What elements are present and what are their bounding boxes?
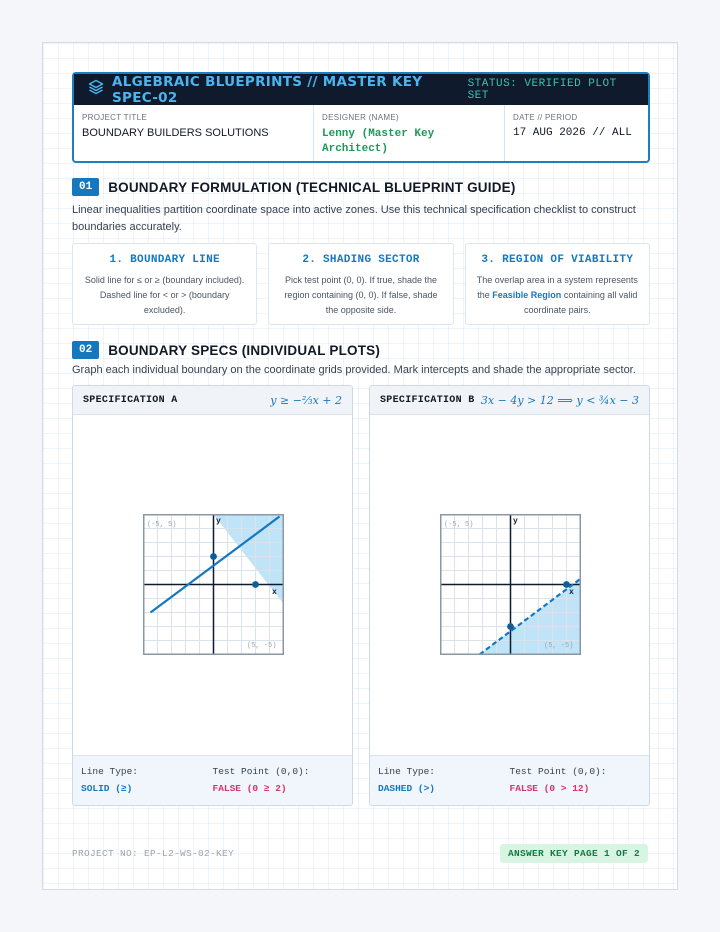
x-axis-label: x bbox=[272, 588, 277, 597]
spec-a-equation: y ≥ −⅔x + 2 bbox=[270, 393, 342, 407]
date-label: DATE // PERIOD bbox=[513, 113, 578, 122]
spec-a-y-intercept-point[interactable] bbox=[210, 553, 217, 560]
spec-a-x-intercept-point[interactable] bbox=[252, 581, 259, 588]
x-axis-label: x bbox=[569, 588, 574, 597]
project-title-label: PROJECT TITLE bbox=[82, 113, 147, 122]
section-1-text: Linear inequalities partition coordinate space into active zones. Use this technical specification checklist to construct boundaries accurately. bbox=[72, 204, 636, 233]
test-point-value: FALSE (0 ≥ 2) bbox=[212, 783, 287, 794]
designer-field[interactable] bbox=[314, 105, 505, 161]
step-body: The overlap area in a system represents the Feasible Region containing all valid coordinate pairs. bbox=[476, 275, 638, 315]
section-1-heading bbox=[72, 178, 650, 196]
step-title: 3. REGION OF VIABILITY bbox=[481, 254, 634, 266]
section-2-text: Graph each individual boundary on the coordinate grids provided. Mark intercepts and shade the appropriate sector. bbox=[72, 364, 636, 376]
designer-value: Lenny (Master Key Architect) bbox=[322, 128, 435, 155]
step-body: Solid line for ≤ or ≥ (boundary included). Dashed line for < or > (boundary excluded). bbox=[84, 275, 245, 315]
spec-b-panel bbox=[369, 385, 650, 806]
project-title-field[interactable] bbox=[74, 105, 314, 161]
project-title-value: BOUNDARY BUILDERS SOLUTIONS bbox=[82, 127, 269, 139]
date-field[interactable] bbox=[505, 105, 648, 161]
step-title: 2. SHADING SECTOR bbox=[302, 254, 420, 266]
spec-b-coordinate-grid[interactable] bbox=[440, 514, 581, 655]
line-type-value: SOLID (≥) bbox=[81, 783, 133, 794]
page-footer bbox=[72, 844, 648, 863]
worksheet-page bbox=[42, 42, 678, 890]
line-type-label: Line Type: bbox=[378, 766, 436, 777]
spec-a-footer bbox=[73, 755, 352, 805]
project-number: PROJECT NO: EP-L2-WS-02-KEY bbox=[72, 848, 235, 859]
y-axis-label: y bbox=[216, 517, 221, 526]
corner-label-top-left: (-5, 5) bbox=[147, 521, 177, 529]
date-value: 17 AUG 2026 // ALL bbox=[513, 127, 632, 139]
section-1-number: 01 bbox=[72, 178, 99, 196]
page-indicator-badge: ANSWER KEY PAGE 1 OF 2 bbox=[500, 844, 648, 863]
spec-panels bbox=[72, 385, 650, 806]
corner-label-bottom-right: (5, -5) bbox=[544, 642, 574, 650]
step-card-boundary-line bbox=[72, 243, 257, 325]
section-2-heading bbox=[72, 341, 650, 359]
corner-label-top-left: (-5, 5) bbox=[444, 521, 474, 529]
spec-a-coordinate-grid[interactable] bbox=[143, 514, 284, 655]
spec-b-label: SPECIFICATION B bbox=[380, 394, 475, 406]
step-body: Pick test point (0, 0). If true, shade the region containing (0, 0). If false, shade the opposite side. bbox=[284, 275, 438, 315]
step-card-shading-sector bbox=[268, 243, 453, 325]
feasible-region-term: Feasible Region bbox=[492, 290, 562, 300]
designer-label: DESIGNER (NAME) bbox=[322, 113, 399, 122]
meta-row bbox=[74, 105, 648, 161]
layers-icon bbox=[88, 79, 104, 100]
header-bar bbox=[74, 74, 648, 105]
spec-b-x-intercept-point[interactable] bbox=[563, 581, 570, 588]
spec-b-footer bbox=[370, 755, 649, 805]
test-point-label: Test Point (0,0): bbox=[212, 766, 310, 777]
spec-a-label: SPECIFICATION A bbox=[83, 394, 178, 406]
line-type-value: DASHED (>) bbox=[378, 783, 436, 794]
step-card-region-of-viability bbox=[465, 243, 650, 325]
spec-b-plot-area[interactable] bbox=[370, 415, 649, 757]
test-point-label: Test Point (0,0): bbox=[509, 766, 607, 777]
section-2-number: 02 bbox=[72, 341, 99, 359]
status-badge: STATUS: VERIFIED PLOT SET bbox=[467, 77, 617, 102]
spec-b-header bbox=[370, 386, 649, 415]
spec-a-header bbox=[73, 386, 352, 415]
step-cards bbox=[72, 243, 650, 325]
section-1-title: BOUNDARY FORMULATION (TECHNICAL BLUEPRINT GUIDE) bbox=[108, 179, 516, 195]
spec-a-plot-area[interactable] bbox=[73, 415, 352, 757]
section-2-title: BOUNDARY SPECS (INDIVIDUAL PLOTS) bbox=[108, 342, 381, 358]
header-title: ALGEBRAIC BLUEPRINTS // MASTER KEY SPEC-02 bbox=[112, 73, 423, 106]
header-box bbox=[72, 72, 650, 163]
y-axis-label: y bbox=[513, 517, 518, 526]
spec-a-panel bbox=[72, 385, 353, 806]
line-type-label: Line Type: bbox=[81, 766, 139, 777]
spec-b-equation: 3x − 4y > 12 ⟹ y < ¾x − 3 bbox=[480, 393, 639, 407]
step-title: 1. BOUNDARY LINE bbox=[109, 254, 220, 266]
corner-label-bottom-right: (5, -5) bbox=[247, 642, 277, 650]
test-point-value: FALSE (0 > 12) bbox=[509, 783, 590, 794]
spec-b-y-intercept-point[interactable] bbox=[507, 623, 514, 630]
